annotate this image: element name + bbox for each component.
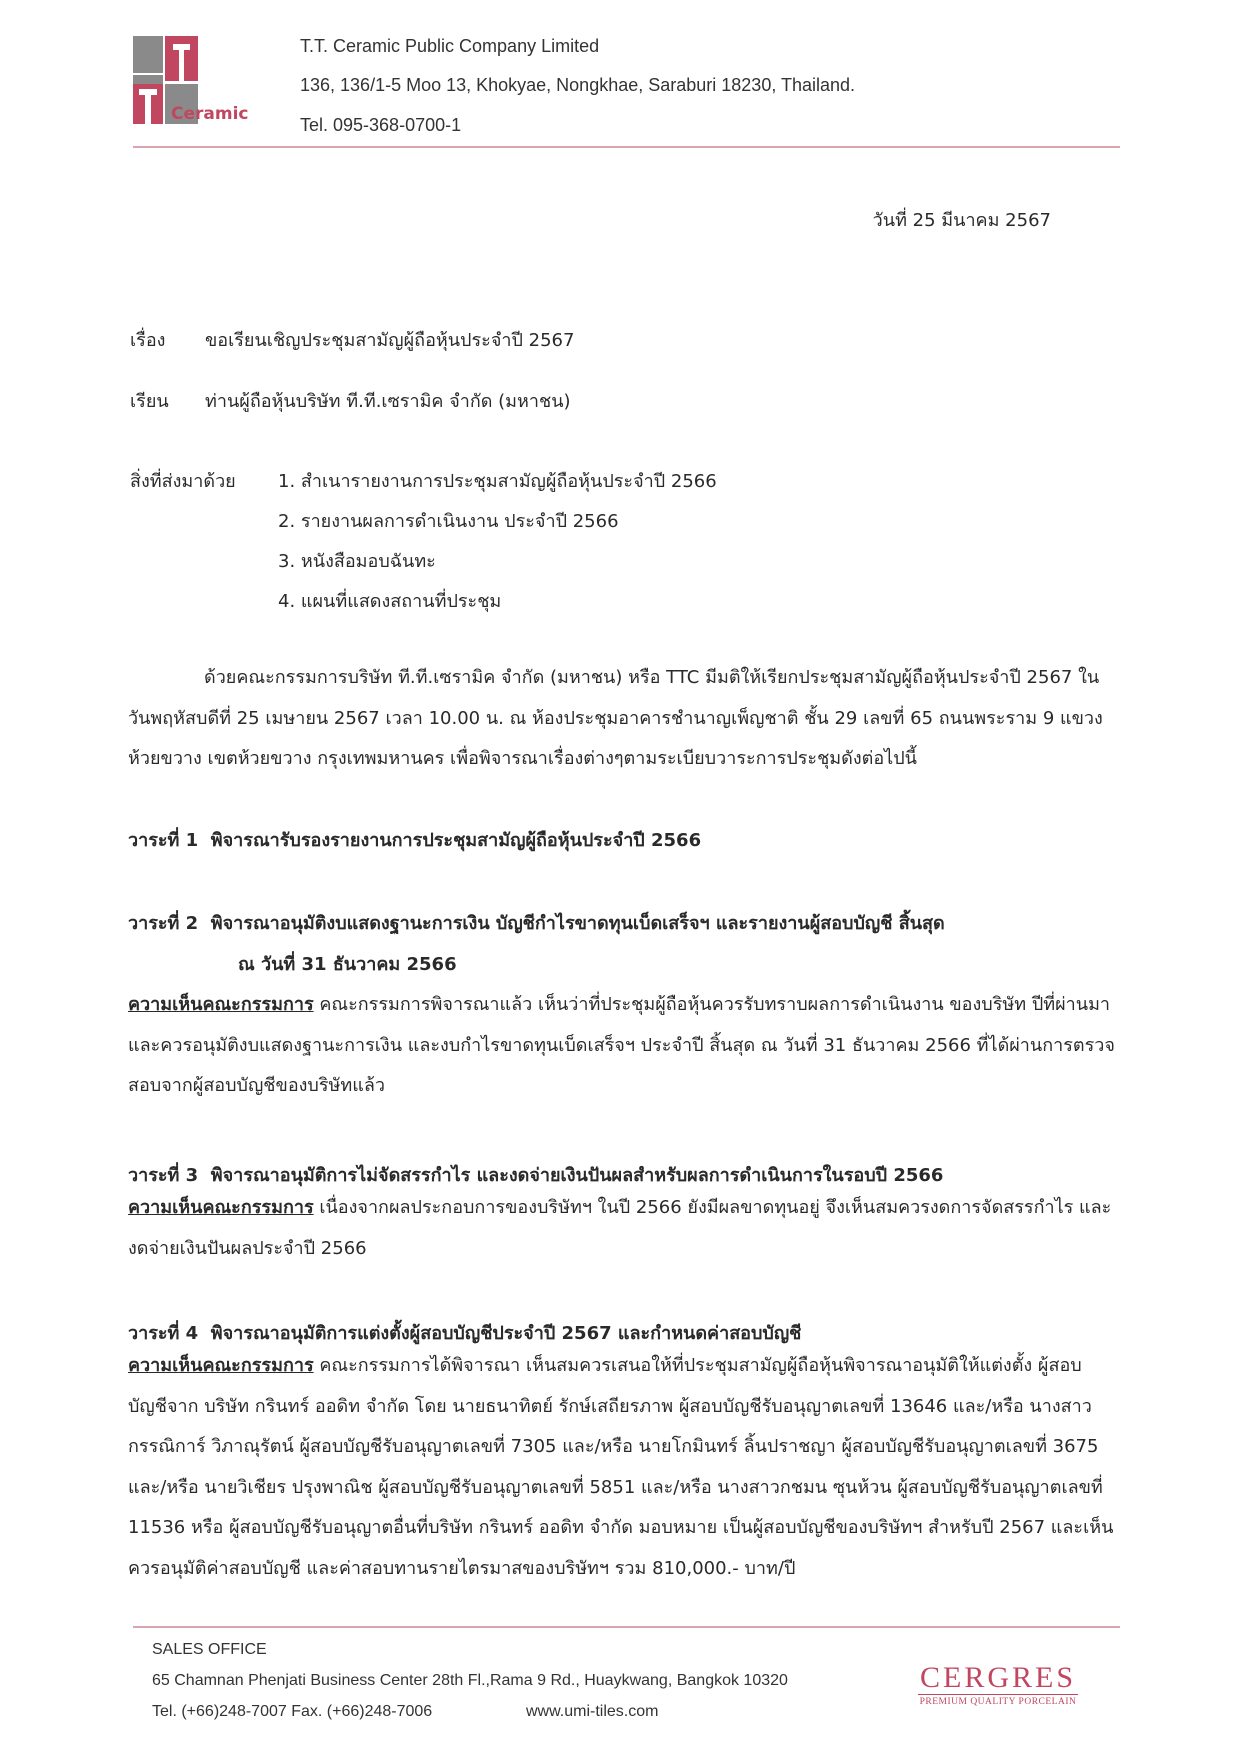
enclosure-item: 4. แผนที่แสดงสถานที่ประชุม xyxy=(278,591,502,612)
opinion-label: ความเห็นคณะกรรมการ xyxy=(128,1355,314,1376)
company-tel: Tel. 095-368-0700-1 xyxy=(300,115,462,135)
cergres-brand-logo xyxy=(918,1662,1078,1707)
brand-name: CERGRES xyxy=(919,1661,1077,1694)
agenda-2 xyxy=(128,908,1120,937)
agenda-number: วาระที่ 4 xyxy=(128,1323,199,1344)
opinion-text: คณะกรรมการพิจารณาแล้ว เห็นว่าที่ประชุมผู้ถือหุ้นควรรับทราบผลการดำเนินงาน ของบริษัท ปีที่ผ่านมา และควรอนุมัติงบแสดงฐานะการเงิน และงบกำไรขาดทุนเบ็ดเสร็จฯ ประจำปี สิ้นสุด ณ วันที่ 31 ธันวาคม 2566 ที่ได้ผ่านการตรวจสอบจากผู้สอบบัญชีของบริษัทแล้ว xyxy=(128,994,1115,1096)
footer-website: www.umi-tiles.com xyxy=(526,1703,659,1720)
enclosure-item: 3. หนังสือมอบฉันทะ xyxy=(278,551,436,572)
opinion-label: ความเห็นคณะกรรมการ xyxy=(128,1197,314,1218)
enclosures-label: สิ่งที่ส่งมาด้วย xyxy=(130,471,236,492)
subject-label: เรื่อง xyxy=(130,330,166,351)
intro-paragraph xyxy=(128,658,1120,780)
header-divider xyxy=(133,146,1120,148)
agenda-3-opinion xyxy=(128,1188,1120,1269)
agenda-2-opinion xyxy=(128,985,1120,1107)
agenda-title: พิจารณาอนุมัติการไม่จัดสรรกำไร และงดจ่ายเงินปันผลสำหรับผลการดำเนินการในรอบปี 2566 xyxy=(210,1165,944,1186)
agenda-number: วาระที่ 1 xyxy=(128,830,199,851)
subject-text: ขอเรียนเชิญประชุมสามัญผู้ถือหุ้นประจำปี 2567 xyxy=(205,330,575,351)
agenda-number: วาระที่ 3 xyxy=(128,1165,199,1186)
logo-text: Ceramic xyxy=(171,104,249,124)
tt-ceramic-logo xyxy=(133,36,276,132)
recipient-label: เรียน xyxy=(130,391,169,412)
footer-divider xyxy=(133,1626,1120,1628)
footer-heading: SALES OFFICE xyxy=(152,1641,267,1658)
intro-text: ด้วยคณะกรรมการบริษัท ที.ที.เซรามิค จำกัด (มหาชน) หรือ TTC มีมติให้เรียกประชุมสามัญผู้ถือหุ้นประจำปี 2567 ในวันพฤหัสบดีที่ 25 เมษายน 2567 เวลา 10.00 น. ณ ห้องประชุมอาคารชำนาญเพ็ญชาติ ชั้น 29 เลขที่ 65 ถนนพระราม 9 แขวงห้วยขวาง เขตห้วยขวาง กรุงเทพมหานคร เพื่อพิจารณาเรื่องต่างๆตามระเบียบวาระการประชุมดังต่อไปนี้ xyxy=(128,667,1103,769)
letter-date: วันที่ 25 มีนาคม 2567 xyxy=(872,210,1051,231)
agenda-title: พิจารณารับรองรายงานการประชุมสามัญผู้ถือหุ้นประจำปี 2566 xyxy=(210,830,702,851)
agenda-4 xyxy=(128,1318,1120,1347)
opinion-label: ความเห็นคณะกรรมการ xyxy=(128,994,314,1015)
footer-tel-fax: Tel. (+66)248-7007 Fax. (+66)248-7006 xyxy=(152,1703,433,1720)
opinion-text: เนื่องจากผลประกอบการของบริษัทฯ ในปี 2566 ยังมีผลขาดทุนอยู่ จึงเห็นสมควรงดการจัดสรรกำไร และงดจ่ายเงินปันผลประจำปี 2566 xyxy=(128,1197,1112,1259)
agenda-title-continued: ณ วันที่ 31 ธันวาคม 2566 xyxy=(238,954,457,975)
agenda-4-opinion xyxy=(128,1346,1120,1589)
footer-address: 65 Chamnan Phenjati Business Center 28th Fl.,Rama 9 Rd., Huaykwang, Bangkok 10320 xyxy=(152,1672,788,1689)
enclosure-item: 1. สำเนารายงานการประชุมสามัญผู้ถือหุ้นประจำปี 2566 xyxy=(278,471,717,492)
company-name: T.T. Ceramic Public Company Limited xyxy=(300,36,600,56)
company-address: 136, 136/1-5 Moo 13, Khokyae, Nongkhae, Saraburi 18230, Thailand. xyxy=(300,75,856,95)
recipient-text: ท่านผู้ถือหุ้นบริษัท ที.ที.เซรามิค จำกัด (มหาชน) xyxy=(205,391,571,412)
brand-tagline: PREMIUM QUALITY PORCELAIN xyxy=(918,1694,1078,1707)
enclosure-item: 2. รายงานผลการดำเนินงาน ประจำปี 2566 xyxy=(278,511,619,532)
opinion-text: คณะกรรมการได้พิจารณา เห็นสมควรเสนอให้ที่ประชุมสามัญผู้ถือหุ้นพิจารณาอนุมัติให้แต่งตั้ง ผู้สอบบัญชีจาก บริษัท กรินทร์ ออดิท จำกัด โดย นายธนาทิตย์ รักษ์เสถียรภาพ ผู้สอบบัญชีรับอนุญาตเลขที่ 13646 และ/หรือ นางสาวกรรณิการ์ วิภาณุรัตน์ ผู้สอบบัญชีรับอนุญาตเลขที่ 7305 และ/หรือ นายโกมินทร์ ลิ้นปราชญา ผู้สอบบัญชีรับอนุญาตเลขที่ 3675 และ/หรือ นายวิเชียร ปรุงพาณิช ผู้สอบบัญชีรับอนุญาตเลขที่ 5851 และ/หรือ นางสาวกชมน ซุนห้วน ผู้สอบบัญชีรับอนุญาตเลขที่ 11536 หรือ ผู้สอบบัญชีรับอนุญาตอื่นที่บริษัท กรินทร์ ออดิท จำกัด มอบหมาย เป็นผู้สอบบัญชีของบริษัทฯ สำหรับปี 2567 และเห็นควรอนุมัติค่าสอบบัญชี และค่าสอบทานรายไตรมาสของบริษัทฯ รวม 810,000.- บาท/ปี xyxy=(128,1355,1114,1579)
agenda-title: พิจารณาอนุมัติการแต่งตั้งผู้สอบบัญชีประจำปี 2567 และกำหนดค่าสอบบัญชี xyxy=(210,1323,802,1344)
agenda-3 xyxy=(128,1160,1120,1189)
agenda-number: วาระที่ 2 xyxy=(128,913,199,934)
agenda-1 xyxy=(128,825,1120,854)
agenda-title: พิจารณาอนุมัติงบแสดงฐานะการเงิน บัญชีกำไรขาดทุนเบ็ดเสร็จฯ และรายงานผู้สอบบัญชี สิ้นสุด xyxy=(210,913,945,934)
